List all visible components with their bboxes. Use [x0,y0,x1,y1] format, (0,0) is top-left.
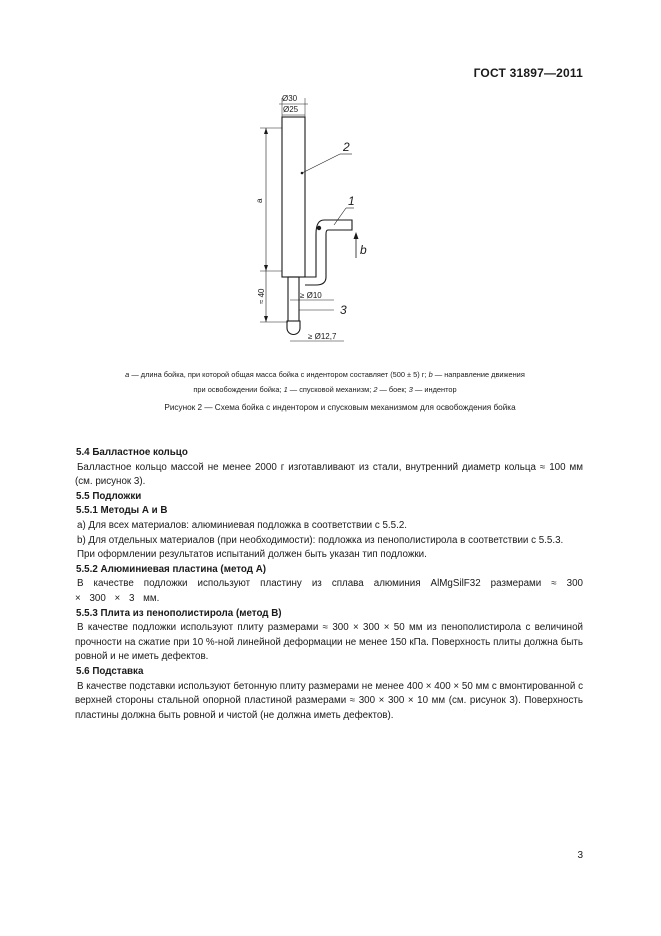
arrow-a-top [264,128,268,134]
indentor-tip [287,321,300,335]
paragraph: В качестве подложки используют пластину из сплава алюминия AlMgSilF32 размерами ≈ 300 × 300 × 3 мм. [75,578,583,604]
label-2: 2 [343,140,350,154]
dim-outer-label: Ø30 [282,94,298,103]
label-3: 3 [340,303,347,317]
body-text [75,446,583,723]
arrow-a-bottom [264,265,268,271]
trigger-mechanism [305,220,352,285]
page-number: 3 [577,850,583,861]
section-heading: 5.4 Балластное кольцо [76,447,188,458]
label-40: ≈ 40 [257,288,266,304]
trigger-pivot [317,226,321,230]
legend-line-1: a — длина бойка, при которой общая масса бойка с индентором составляет (500 ± 5) г; b — направление движения [125,370,525,379]
label-b: b [360,243,367,257]
label-1: 1 [348,194,355,208]
leader-2-dot [301,172,304,175]
paragraph: Балластное кольцо массой не менее 2000 г изготавливают из стали, внутренний диаметр кольца ≈ 100 мм (см. рисунок 3). [75,461,583,488]
striker-diagram [230,88,390,358]
paragraph: В качестве подставки используют бетонную плиту размерами не менее 400 × 400 × 50 мм с вмонтированной с верхней стороны стальной опорной пластиной размерами ≈ 300 × 300 × 10 мм (см. рисунок 3). Поверхность пластины должна быть ровной и чистой (не должна иметь дефектов). [75,680,583,721]
paragraph: a) Для всех материалов: алюминиевая подложка в соответствии с 5.5.2. [77,519,407,531]
arrow-b-head [354,232,359,239]
leader-1 [334,208,346,225]
striker-body [282,117,305,277]
paragraph: В качестве подложки используют плиту размерами ≈ 300 × 300 × 50 мм из пенополистирола с величиной прочности на сжатие при 10 %-ной линейной деформации не менее 150 кПа. Поверхность плиты должна быть ровной и не иметь дефектов. [75,622,583,663]
dim-10-label: ≥ Ø10 [300,291,322,300]
paragraph: b) Для отдельных материалов (при необходимости): подложка из пенополистирола в соответствии с 5.5.3. [77,534,564,546]
legend-line-2: при освобождении бойка; 1 — спусковой механизм; 2 — боек; 3 — индентор [193,385,457,394]
page-header-standard: ГОСТ 31897—2011 [473,66,583,80]
leader-2 [302,154,340,173]
figure-legend [75,367,575,397]
figure-title: Рисунок 2 — Схема бойка с индентором и спусковым механизмом для освобождения бойка [164,403,516,412]
section-heading: 5.5.2 Алюминиевая пластина (метод А) [76,563,267,575]
label-a: a [255,198,264,203]
section-heading: 5.5.3 Плита из пенополистирола (метод В) [76,607,282,619]
section-heading: 5.6 Подставка [76,665,144,677]
indentor-shank [288,277,299,321]
dim-inner-label: Ø25 [283,105,299,114]
section-heading: 5.5 Подложки [76,490,142,502]
section-heading: 5.5.1 Методы А и В [76,505,168,517]
dim-12-7-label: ≥ Ø12,7 [308,332,337,341]
arrow-40-bottom [264,316,268,322]
paragraph: При оформлении результатов испытаний должен быть указан тип подложки. [77,549,427,561]
